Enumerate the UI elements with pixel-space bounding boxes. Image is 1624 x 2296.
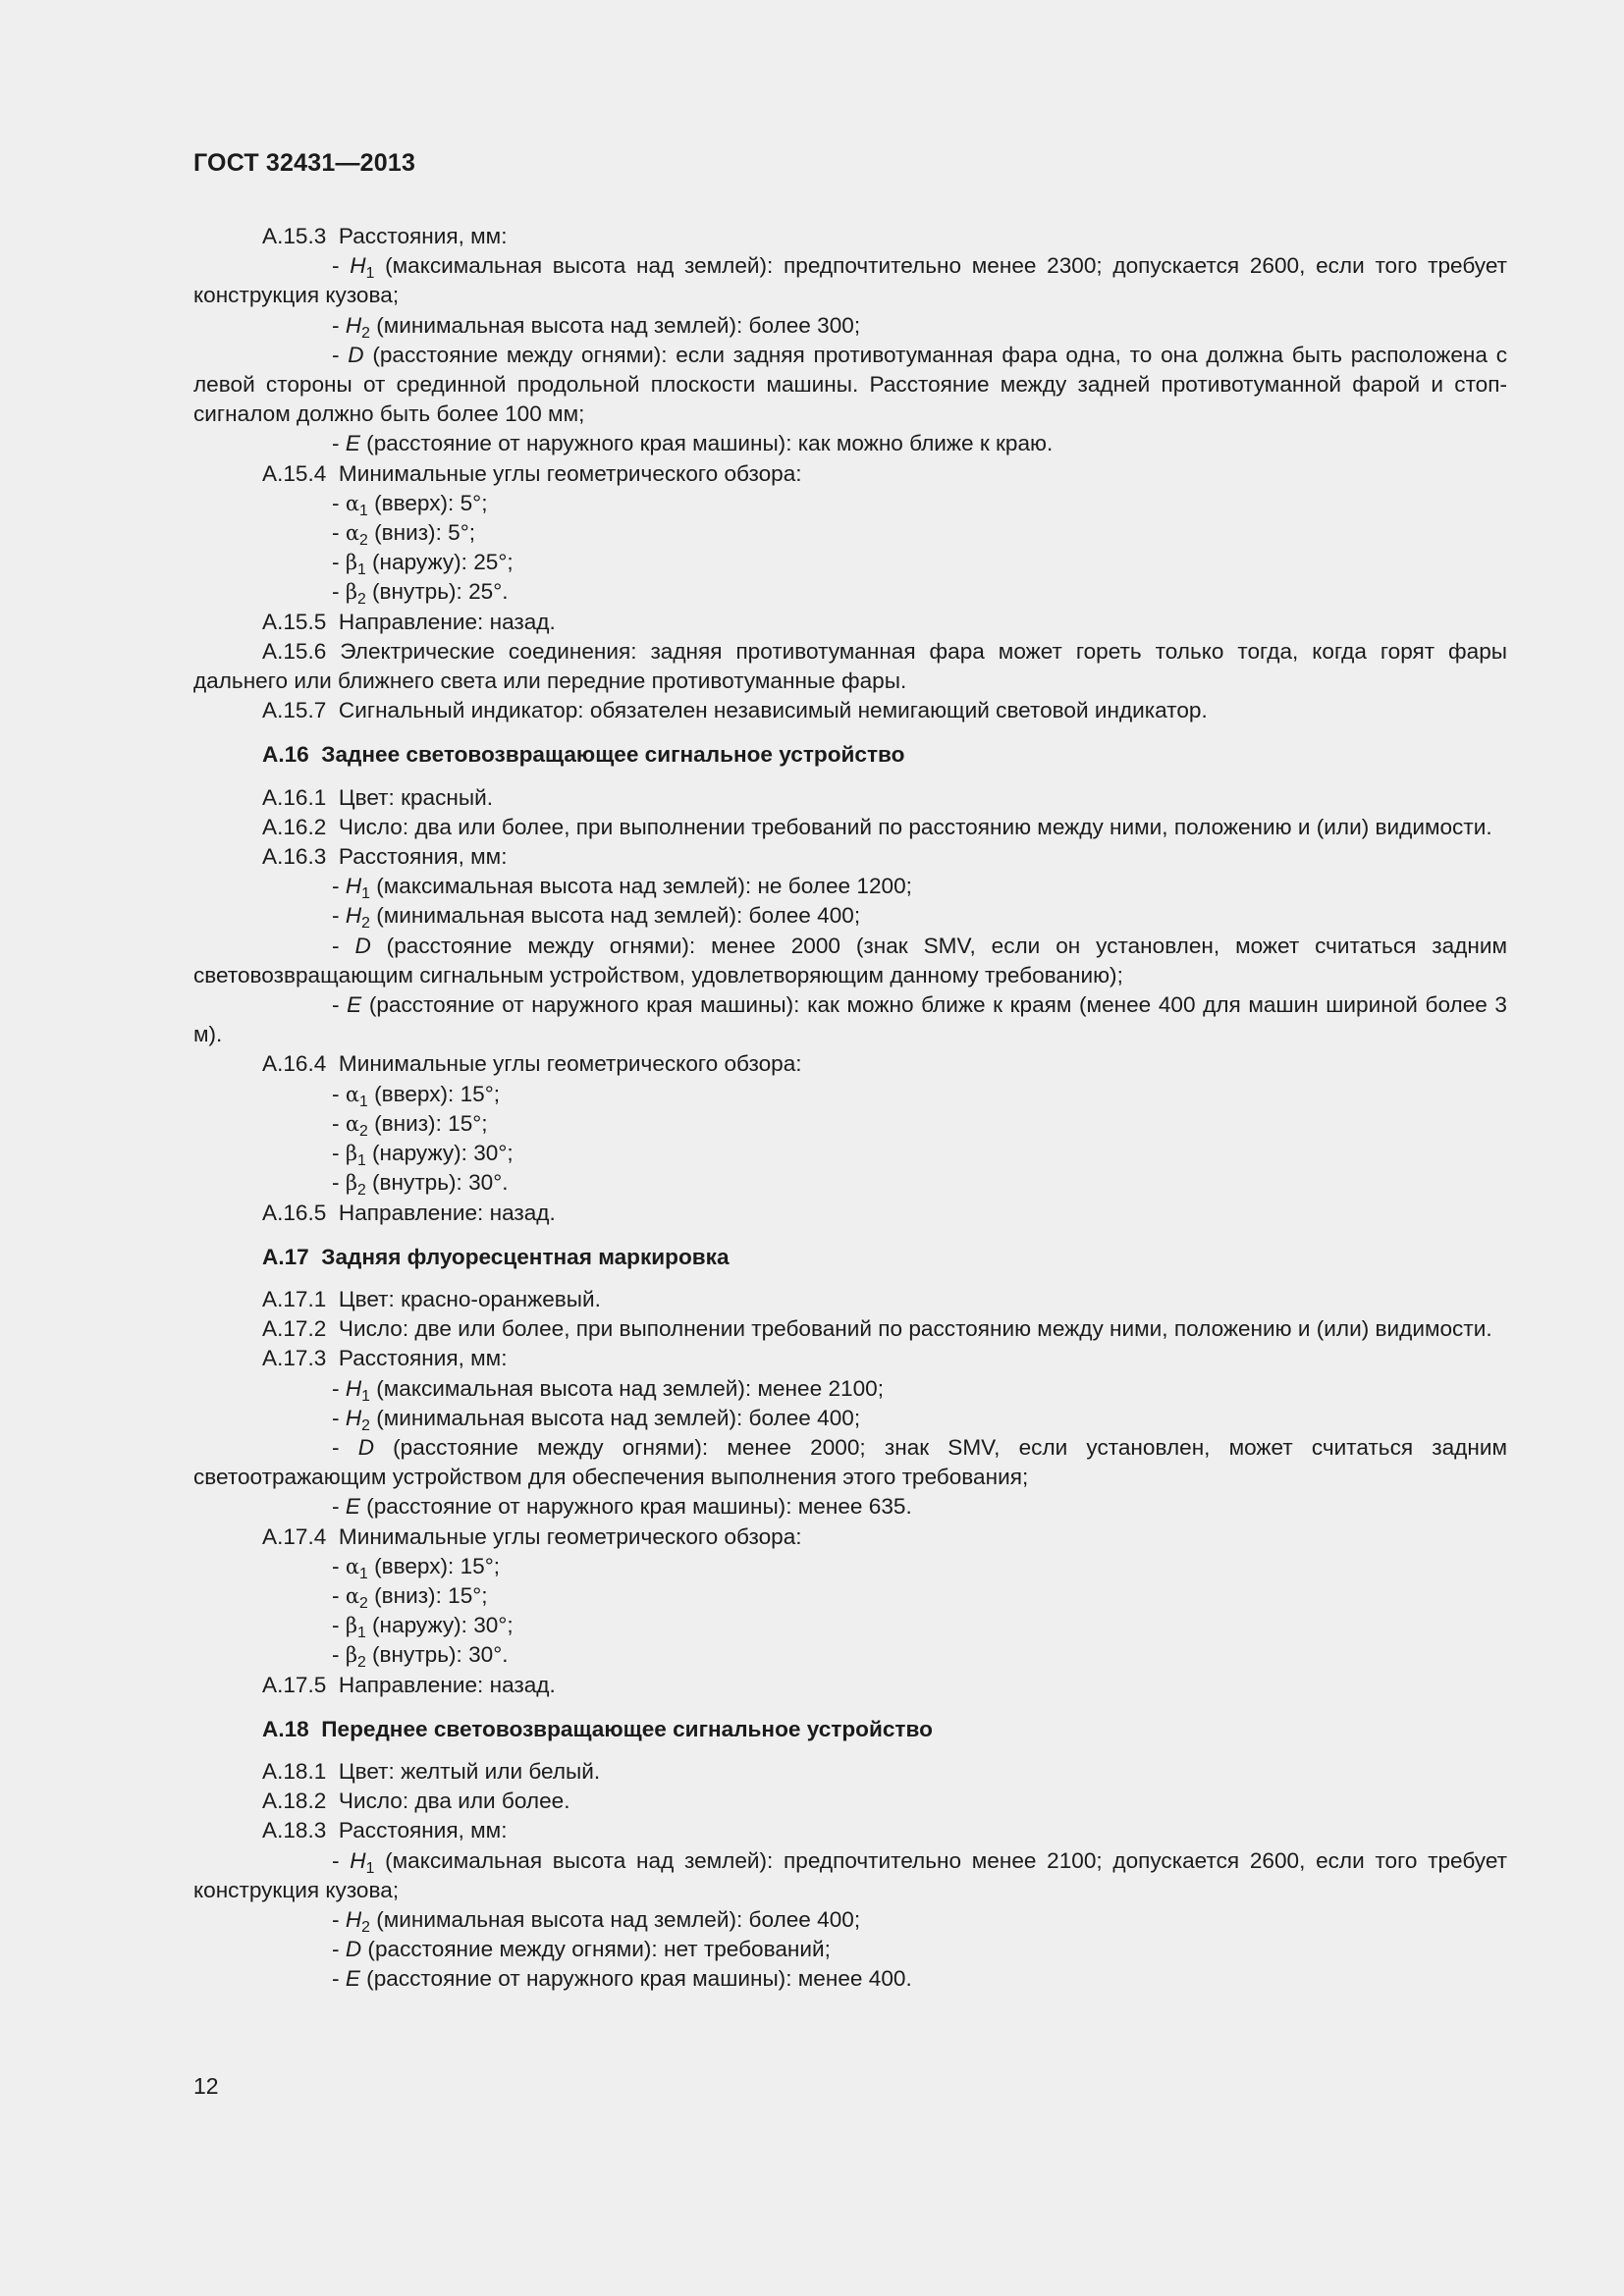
- section-heading-a17: А.17 Задняя флуоресцентная маркировка: [262, 1244, 730, 1269]
- clause-a15-3: [193, 222, 1507, 251]
- list-item-beta2: - $\beta_2$ (внутрь): 25°.: [332, 579, 509, 609]
- clause-a16-4: А.16.4 Минимальные углы геометрического обзора:: [262, 1051, 802, 1077]
- list-item-h1: - $H_1$ (максимальная высота над землей): не более 1200;: [332, 874, 912, 903]
- clause-a16-3: А.16.3 Расстояния, мм:: [262, 844, 508, 870]
- list-item-d: - D (расстояние между огнями): менее 2000; знак SMV, если установлен, может считаться задним светоотражающим устройством для обеспечения выполнения этого требования;: [193, 1434, 1507, 1490]
- clause-a18-3: А.18.3 Расстояния, мм:: [262, 1818, 508, 1843]
- document-body: [193, 222, 1507, 1995]
- list-item-h2: - $H_2$ (минимальная высота над землей): более 400;: [332, 1405, 861, 1434]
- clause-a16-1: А.16.1 Цвет: красный.: [262, 784, 493, 810]
- list-item-d: - D (расстояние между огнями): если задняя противотуманная фара одна, то она должна быть расположена с левой стороны от срединной продольной плоскости машины. Расстояние между задней противотуманной фарой и стоп-сигналом должно быть более 100 мм;: [193, 342, 1508, 427]
- list-item-e: - E (расстояние от наружного края машины): менее 635.: [332, 1494, 912, 1520]
- section-heading-a18: А.18 Переднее световозвращающее сигнальное устройство: [262, 1716, 933, 1741]
- clause-a17-4: А.17.4 Минимальные углы геометрического обзора:: [262, 1523, 802, 1549]
- list-item-alpha2: - $\alpha_2$ (вниз): 5°;: [332, 520, 476, 550]
- list-item-beta1: - $\beta_1$ (наружу): 30°;: [332, 1141, 514, 1170]
- list-item-h1: - $H_1$ (максимальная высота над землей): предпочтительно менее 2100; допускается 2600, если того требует конструкция кузова;: [193, 1847, 1507, 1902]
- list-item-d: - D (расстояние между огнями): менее 2000 (знак SMV, если он установлен, может считаться задним световозвращающим сигнальным устройством, удовлетворяющим данному требованию);: [193, 933, 1507, 988]
- clause-a15-6: А.15.6 Электрические соединения: задняя противотуманная фара может гореть только тогда, когда горят фары дальнего или ближнего света или передние противотуманные фары.: [193, 638, 1507, 694]
- list-item-h2: - $H_2$ (минимальная высота над землей): более 400;: [332, 903, 861, 933]
- clause-a15-7: А.15.7 Сигнальный индикатор: обязателен независимый немигающий световой индикатор.: [262, 698, 1208, 723]
- list-item-alpha1: - $\alpha_1$ (вверх): 15°;: [332, 1081, 501, 1110]
- list-item-h1: - $H_1$ (максимальная высота над землей): предпочтительно менее 2300; допускается 2600, если того требует конструкция кузова;: [193, 253, 1507, 308]
- clause-a17-5: А.17.5 Направление: назад.: [262, 1672, 556, 1697]
- clause-a15-4: А.15.4 Минимальные углы геометрического обзора:: [262, 460, 802, 486]
- clause-a17-3: А.17.3 Расстояния, мм:: [262, 1346, 508, 1371]
- clause-text: Расстояния, мм:: [338, 224, 508, 248]
- clause-a16-5: А.16.5 Направление: назад.: [262, 1200, 556, 1225]
- section-heading-a16: А.16 Заднее световозвращающее сигнальное устройство: [262, 742, 905, 768]
- list-item-e: - E (расстояние от наружного края машины): как можно ближе к краю.: [332, 431, 1054, 456]
- clause-a17-1: А.17.1 Цвет: красно-оранжевый.: [262, 1286, 601, 1311]
- clause-number: А.15.3: [262, 224, 327, 248]
- clause-a18-2: А.18.2 Число: два или более.: [262, 1789, 570, 1814]
- list-item-d: - D (расстояние между огнями): нет требований;: [332, 1937, 831, 1962]
- page-number: 12: [193, 2073, 219, 2099]
- list-item-h1: - $H_1$ (максимальная высота над землей): менее 2100;: [332, 1375, 884, 1405]
- clause-a18-1: А.18.1 Цвет: желтый или белый.: [262, 1758, 601, 1784]
- list-item-alpha2: - $\alpha_2$ (вниз): 15°;: [332, 1582, 488, 1612]
- clause-a16-2: А.16.2 Число: два или более, при выполнении требований по расстоянию между ними, положению и (или) видимости.: [262, 814, 1492, 839]
- list-item-beta1: - $\beta_1$ (наружу): 25°;: [332, 550, 514, 579]
- clause-a17-2: А.17.2 Число: две или более, при выполнении требований по расстоянию между ними, положению и (или) видимости.: [262, 1316, 1492, 1342]
- list-item-h2: - $H_2$ (минимальная высота над землей): более 300;: [332, 312, 861, 342]
- list-item-e: - E (расстояние от наружного края машины): менее 400.: [332, 1966, 912, 1992]
- list-item-alpha1: - $\alpha_1$ (вверх): 15°;: [332, 1553, 501, 1582]
- list-item-beta2: - $\beta_2$ (внутрь): 30°.: [332, 1642, 509, 1672]
- clause-a15-5: А.15.5 Направление: назад.: [262, 609, 556, 634]
- list-item-h2: - $H_2$ (минимальная высота над землей): более 400;: [332, 1906, 861, 1936]
- document-title: ГОСТ 32431—2013: [193, 149, 416, 177]
- list-item-e: - E (расстояние от наружного края машины): как можно ближе к краям (менее 400 для машин шириной более 3 м).: [193, 992, 1507, 1047]
- list-item-alpha2: - $\alpha_2$ (вниз): 15°;: [332, 1110, 488, 1140]
- list-item-beta1: - $\beta_1$ (наружу): 30°;: [332, 1613, 514, 1642]
- list-item-beta2: - $\beta_2$ (внутрь): 30°.: [332, 1170, 509, 1200]
- list-item-alpha1: - $\alpha_1$ (вверх): 5°;: [332, 490, 488, 519]
